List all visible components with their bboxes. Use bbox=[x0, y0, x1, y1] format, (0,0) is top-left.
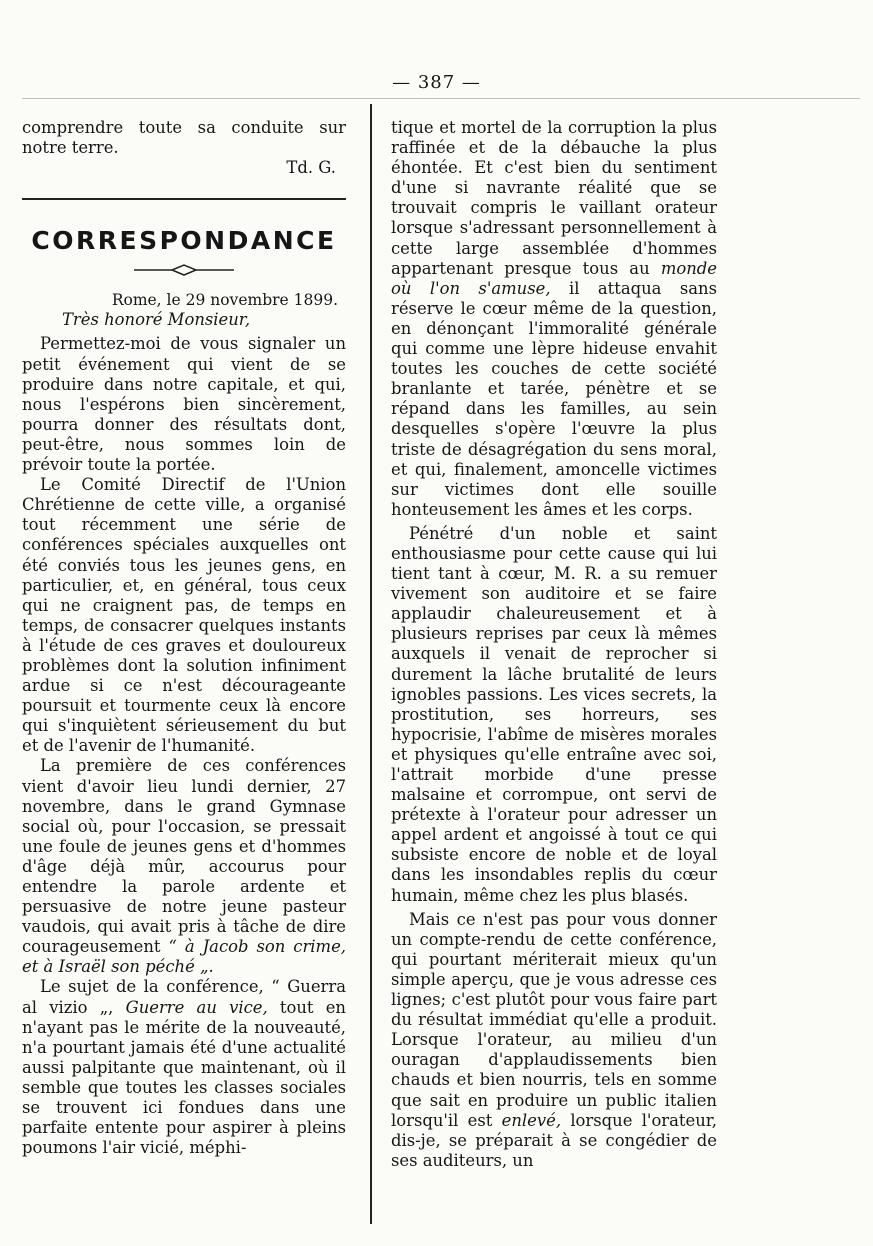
paragraph-text: Mais ce n'est pas pour vous donner un compte-rendu de cette conférence, qui pourtant mériterait mieux qu'un simple aperçu, que je vous adresse ces lignes; c'est plutôt pour vous faire part du résultat immédiat qu'elle a produit. Lorsque l'orateur, au milieu d'un ouragan d'applaudissements bien chauds et bien nourris, tels en somme que sait en produire un public italien lorsqu'il est bbox=[391, 909, 717, 1130]
column-divider bbox=[370, 104, 372, 1224]
section-separator bbox=[22, 198, 346, 200]
paragraph-text: lorsque l'orateur, dis-je, se préparait à se congédier de ses auditeurs, un bbox=[391, 1110, 717, 1170]
right-column bbox=[391, 118, 717, 1171]
italic-phrase: monde où l'on s'amuse, bbox=[391, 258, 717, 298]
paragraph: Permettez-moi de vous signaler un petit événement qui vient de se produire dans notre capitale, et qui, nous l'espérons bien sincèrement, pourra donner des résultats dont, peut-être, nous sommes loin de prévoir toute la portée. bbox=[22, 334, 346, 475]
salutation: Très honoré Monsieur, bbox=[62, 310, 251, 330]
paragraph-text: Le sujet de la conférence, “ Guerra al vizio „, bbox=[22, 977, 346, 1017]
biblical-quote: “ à Jacob son crime, et à Israël son péché „. bbox=[22, 937, 347, 977]
italic-phrase: enlevé, bbox=[501, 1110, 562, 1130]
signature: Td. G. bbox=[286, 158, 336, 178]
paragraph-text: il attaqua sans réserve le cœur même de la question, en dénonçant l'immoralité générale qui comme une lèpre hideuse envahit toutes les couches de cette société branlante et tarée, pénètre et se répand dans les familles, au sein desquelles s'opère l'œuvre la plus triste de désagrégation du sens moral, et qui, finalement, amoncelle victimes sur victimes dont elle souille honteusement les âmes et les corps. bbox=[391, 278, 717, 519]
top-rule bbox=[22, 98, 860, 99]
paragraph-text: tout en n'ayant pas le mérite de la nouveauté, n'a pourtant jamais été d'une actualité aussi palpitante que maintenant, où il semble que toutes les classes sociales se trouvent ici fondues dans une parfaite entente pour aspirer à pleins poumons l'air vicié, méphi- bbox=[22, 997, 346, 1158]
paragraph-text: La première de ces conférences vient d'avoir lieu lundi dernier, 27 novembre, dans le grand Gymnase social où, pour l'occasion, se pressait une foule de jeunes gens et d'hommes d'âge déjà mûr, accourus pour entendre la parole ardente et persuasive de notre jeune pasteur vaudois, qui avait pris à tâche de dire courageusement bbox=[22, 756, 346, 957]
dateline: Rome, le 29 novembre 1899. bbox=[111, 291, 338, 310]
paragraph bbox=[391, 118, 717, 520]
section-heading: CORRESPONDANCE bbox=[31, 226, 337, 256]
left-column bbox=[22, 118, 346, 1158]
italic-phrase: Guerre au vice, bbox=[125, 997, 268, 1017]
paragraph bbox=[391, 910, 717, 1171]
paragraph: Pénétré d'un noble et saint enthousiasme pour cette cause qui lui tient tant à cœur, M. R. a su remuer vivement son auditoire et se faire applaudir chaleureusement et à plusieurs reprises par ceux là mêmes auxquels il venait de reprocher si durement la lâche brutalité de leurs ignobles passions. Les vices secrets, la prostitution, ses horreurs, ses hypocrisie, l'abîme de misères morales et physiques qu'elle entraîne avec soi, l'attrait morbide d'une presse malsaine et corrompue, ont servi de prétexte à l'orateur pour adresser un appel ardent et angoissé à tout ce qui subsiste encore de noble et de loyal dans les insondables replis du cœur humain, même chez les plus blasés. bbox=[391, 523, 717, 905]
paragraph-text: tique et mortel de la corruption la plus raffinée et de la débauche la plus éhontée. Et c'est bien du sentiment d'une si navrante réalité que se trouvait compris le vaillant orateur lorsque s'adressant personnellement à cette large assemblée d'hommes appartenant presque tous au bbox=[391, 118, 717, 278]
paragraph bbox=[22, 756, 346, 977]
paragraph bbox=[22, 977, 346, 1158]
continuation-text: comprendre toute sa conduite sur notre terre. bbox=[22, 118, 346, 158]
paragraph: Le Comité Directif de l'Union Chrétienne de cette ville, a organisé tout récemment une série de conférences spéciales auxquelles ont été conviés tous les jeunes gens, en particulier, et, en général, tous ceux qui ne craignent pas, de temps en temps, de consacrer quelques instants à l'étude de ces graves et douloureux problèmes dont la solution infiniment ardue si ce n'est décourageante poursuit et tourmente ceux là encore qui s'inquiètent sérieusement du but et de l'avenir de l'humanité. bbox=[22, 475, 346, 756]
ornament-icon bbox=[22, 262, 346, 278]
page-number: — 387 — bbox=[392, 72, 481, 93]
